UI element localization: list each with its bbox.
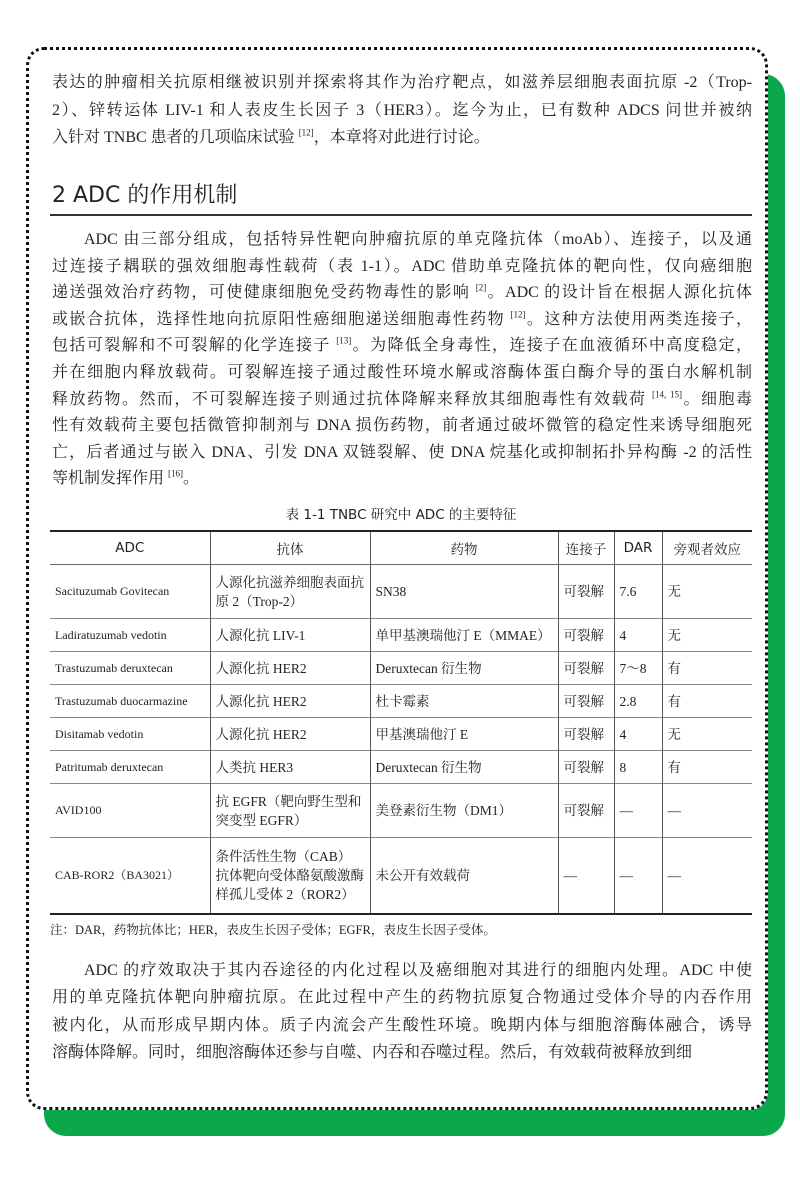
table-cell: 有 [662, 652, 752, 685]
table-cell: 美登素衍生物（DM1） [370, 784, 558, 838]
table-cell: Sacituzumab Govitecan [50, 565, 210, 619]
column-header: DAR [614, 531, 662, 565]
text-line: 性有效载荷主要包括微管抑制剂与 DNA 损伤药物，前者通过破坏微管的稳定性来诱导细胞死 [52, 417, 752, 435]
text-line: 2）、锌转运体 LIV-1 和人表皮生长因子 3（HER3）。迄今为止，已有数种 ADCS 问世并被纳 [52, 101, 752, 119]
column-header: 抗体 [210, 531, 370, 565]
text-line: 用的单克隆抗体靶向肿瘤抗原。在此过程中产生的药物抗原复合物通过受体介导的内吞作用 [52, 989, 752, 1006]
table-cell: AVID100 [50, 784, 210, 838]
column-header: 旁观者效应 [662, 531, 752, 565]
table-cell: — [558, 838, 614, 914]
table-cell: Deruxtecan 衍生物 [370, 652, 558, 685]
table-caption: 表 1-1 TNBC 研究中 ADC 的主要特征 [285, 507, 517, 523]
table-cell: — [614, 784, 662, 838]
table-cell: 未公开有效载荷 [370, 838, 558, 914]
table-cell: 人源化抗 HER2 [210, 652, 370, 685]
column-header: ADC [50, 531, 210, 565]
table-cell: 单甲基澳瑞他汀 E（MMAE） [370, 619, 558, 652]
table-cell: 人源化抗 LIV-1 [210, 619, 370, 652]
table-cell: 4 [614, 619, 662, 652]
table-cell: 可裂解 [558, 652, 614, 685]
table-row [50, 751, 752, 784]
table-cell: — [662, 784, 752, 838]
table-cell: Deruxtecan 衍生物 [370, 751, 558, 784]
table-cell: 7～8 [614, 652, 662, 685]
table-cell: 可裂解 [558, 619, 614, 652]
text-line: ADC 由三部分组成，包括特异性靶向肿瘤抗原的单克隆抗体（moAb）、连接子，以及通 [84, 231, 752, 248]
text-line: 或嵌合抗体，选择性地向抗原阳性癌细胞递送细胞毒性药物 [12]。这种方法使用两类连接子， [52, 309, 752, 328]
table-cell: Trastuzumab duocarmazine [50, 685, 210, 718]
table-header-row [50, 531, 752, 565]
table-cell: 有 [662, 685, 752, 718]
table-cell: 有 [662, 751, 752, 784]
table-cell: 可裂解 [558, 718, 614, 751]
table-cell: 人源化抗滋养细胞表面抗原 2（Trop-2） [210, 565, 370, 619]
table-cell: 7.6 [614, 565, 662, 619]
table-cell: Patritumab deruxtecan [50, 751, 210, 784]
table-cell: 4 [614, 718, 662, 751]
table-section [50, 506, 752, 1071]
text-line: 释放药物。然而，不可裂解连接子则通过抗体降解来释放其细胞毒性有效载荷 [14, 15]。细胞毒 [52, 389, 752, 408]
table-cell: 人源化抗 HER2 [210, 718, 370, 751]
table-cell: Trastuzumab deruxtecan [50, 652, 210, 685]
table-cell: 8 [614, 751, 662, 784]
table-row [50, 838, 752, 914]
table-cell: — [614, 838, 662, 914]
table-cell: 可裂解 [558, 751, 614, 784]
table-cell: Ladiratuzumab vedotin [50, 619, 210, 652]
table-cell: 可裂解 [558, 565, 614, 619]
text-line: ADC 的疗效取决于其内吞途径的内化过程以及癌细胞对其进行的细胞内处理。ADC 中使 [84, 961, 752, 979]
table-cell: Disitamab vedotin [50, 718, 210, 751]
table-cell: 抗 EGFR（靶向野生型和突变型 EGFR） [210, 784, 370, 838]
text-line: 入针对 TNBC 患者的几项临床试验 [12]，本章将对此进行讨论。 [52, 127, 490, 146]
table-cell: 杜卡霉素 [370, 685, 558, 718]
table-row [50, 685, 752, 718]
table-cell: 人类抗 HER3 [210, 751, 370, 784]
table-cell: CAB-ROR2（BA3021） [50, 838, 210, 914]
efficacy-paragraph [50, 961, 752, 1064]
column-header: 药物 [370, 531, 558, 565]
table-cell: 2.8 [614, 685, 662, 718]
text-line: 亡，后者通过与嵌入 DNA、引发 DNA 双链裂解、使 DNA 烷基化或抑制拓扑异构酶 -2 的活性 [52, 443, 752, 461]
text-line: 并在细胞内释放载荷。可裂解连接子通过酸性环境水解或溶酶体蛋白酶介导的蛋白水解机制 [52, 364, 752, 381]
table-row [50, 619, 752, 652]
table-note: 注：DAR，药物抗体比；HER，表皮生长因子受体；EGFR，表皮生长因子受体。 [50, 922, 496, 937]
table-cell: 可裂解 [558, 784, 614, 838]
text-line: 过连接子耦联的强效细胞毒性载荷（表 1-1）。ADC 借助单克隆抗体的靶向性，仅向癌细胞 [52, 257, 752, 275]
text-line: 等机制发挥作用 [16]。 [52, 469, 200, 488]
table-cell: 无 [662, 619, 752, 652]
table-row [50, 652, 752, 685]
table-cell: 甲基澳瑞他汀 E [370, 718, 558, 751]
column-header: 连接子 [558, 531, 614, 565]
text-line: 包括可裂解和不可裂解的化学连接子 [13]。为降低全身毒性，连接子在血液循环中高度稳定， [52, 336, 752, 355]
text-line: 被内化，从而形成早期内体。质子内流会产生酸性环境。晚期内体与细胞溶酶体融合，诱导 [52, 1016, 752, 1034]
table-cell: 条件活性生物（CAB）抗体靶向受体酪氨酸激酶样孤儿受体 2（ROR2） [210, 838, 370, 914]
table-cell: — [662, 838, 752, 914]
table-row [50, 565, 752, 619]
table-cell: 无 [662, 565, 752, 619]
adc-table [50, 530, 752, 915]
text-line: 溶酶体降解。同时，细胞溶酶体还参与自噬、内吞和吞噬过程。然后，有效载荷被释放到细 [52, 1044, 693, 1061]
table-row [50, 784, 752, 838]
text-line: 表达的肿瘤相关抗原相继被识别并探索将其作为治疗靶点，如滋养层细胞表面抗原 -2（Trop- [52, 74, 752, 91]
text-line: 递送强效治疗药物，可使健康细胞免受药物毒性的影响 [2]。ADC 的设计旨在根据人源化抗体 [52, 282, 752, 302]
table-cell: 可裂解 [558, 685, 614, 718]
table-cell: SN38 [370, 565, 558, 619]
section-heading: 2 ADC 的作用机制 [52, 183, 238, 208]
heading-rule [50, 214, 752, 216]
table-row [50, 718, 752, 751]
table-cell: 人源化抗 HER2 [210, 685, 370, 718]
table-cell: 无 [662, 718, 752, 751]
